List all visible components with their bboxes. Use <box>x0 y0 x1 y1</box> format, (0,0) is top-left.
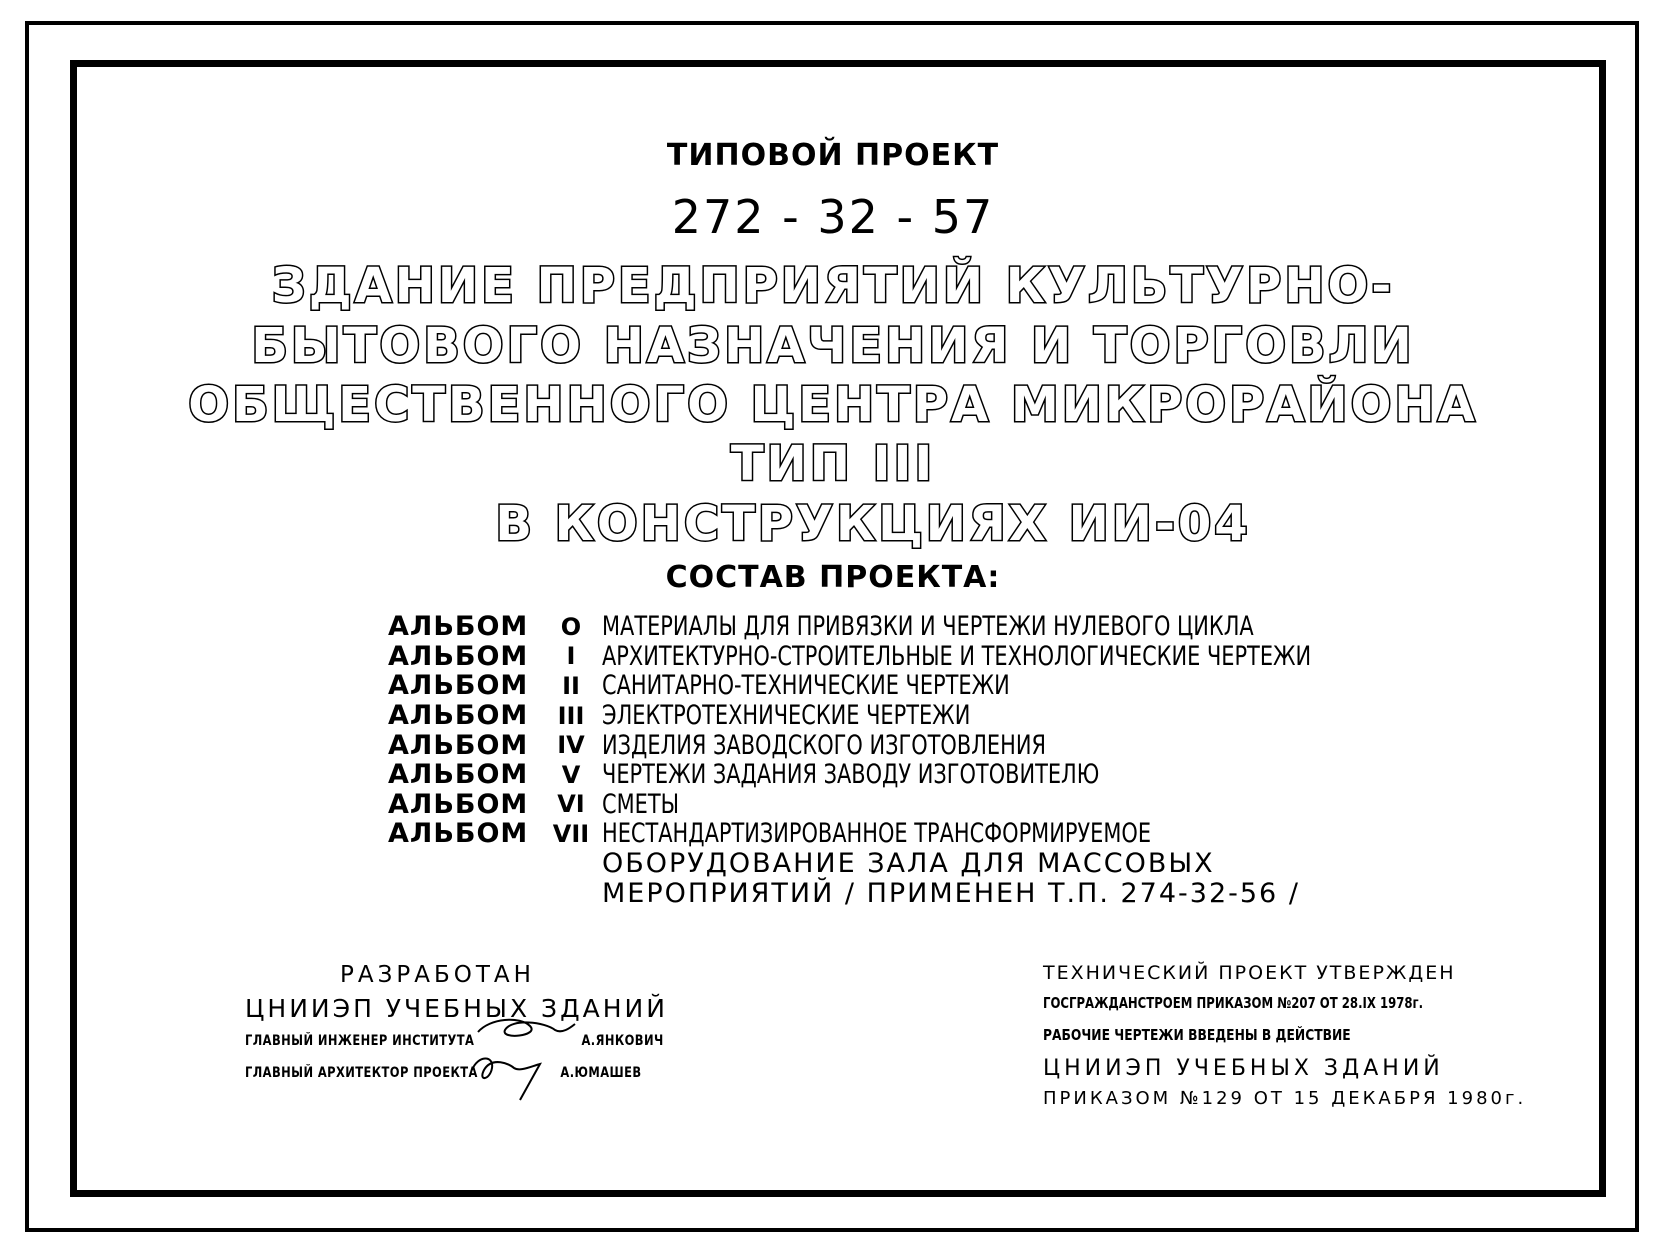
developer-org: ЦНИИЭП УЧЕБНЫХ ЗДАНИЙ <box>245 994 668 1023</box>
title-line-3: ОБЩЕСТВЕННОГО ЦЕНТРА МИКРОРАЙОНА <box>188 377 1478 433</box>
album-label: АЛЬБОМ <box>388 670 529 702</box>
album-description: ЭЛЕКТРОТЕХНИЧЕСКИЕ ЧЕРТЕЖИ <box>602 700 971 732</box>
approval-line-3: РАБОЧИЕ ЧЕРТЕЖИ ВВЕДЕНЫ В ДЕЙСТВИЕ <box>1043 1026 1351 1044</box>
album-label: АЛЬБОМ <box>388 788 529 820</box>
album-number: О <box>560 612 582 641</box>
title-line-2: БЫТОВОГО НАЗНАЧЕНИЯ И ТОРГОВЛИ <box>251 318 1415 374</box>
developer-title: РАЗРАБОТАН <box>340 962 535 988</box>
album-description: ЧЕРТЕЖИ ЗАДАНИЯ ЗАВОДУ ИЗГОТОВИТЕЛЮ <box>602 759 1100 791</box>
chief-architect-role: ГЛАВНЫЙ АРХИТЕКТОР ПРОЕКТА <box>245 1065 478 1081</box>
album-number: II <box>562 671 580 700</box>
album-label: АЛЬБОМ <box>388 759 529 791</box>
approval-line-2: ГОСГРАЖДАНСТРОЕМ ПРИКАЗОМ №207 ОТ 28.IX 1978г. <box>1043 994 1424 1012</box>
project-label: ТИПОВОЙ ПРОЕКТ <box>666 138 1000 173</box>
project-number: 272 - 32 - 57 <box>671 190 995 244</box>
album-label: АЛЬБОМ <box>388 729 529 761</box>
album-description: НЕСТАНДАРТИЗИРОВАННОЕ ТРАНСФОРМИРУЕМОЕ <box>602 818 1152 850</box>
album-description: АРХИТЕКТУРНО-СТРОИТЕЛЬНЫЕ И ТЕХНОЛОГИЧЕСКИЕ ЧЕРТЕЖИ <box>602 640 1312 672</box>
signature-1 <box>478 1020 575 1036</box>
chief-architect-name: А.ЮМАШЕВ <box>560 1065 642 1081</box>
album-7-continuation-1: ОБОРУДОВАНИЕ ЗАЛА ДЛЯ МАССОВЫХ <box>602 848 1215 880</box>
title-line-type: ТИП III <box>730 436 936 492</box>
album-description: МАТЕРИАЛЫ ДЛЯ ПРИВЯЗКИ И ЧЕРТЕЖИ НУЛЕВОГО ЦИКЛА <box>602 611 1254 643</box>
approval-line-1: ТЕХНИЧЕСКИЙ ПРОЕКТ УТВЕРЖДЕН <box>1043 962 1456 984</box>
album-number: III <box>557 701 585 730</box>
album-label: АЛЬБОМ <box>388 818 529 850</box>
chief-engineer-name: А.ЯНКОВИЧ <box>581 1033 664 1049</box>
album-number: VII <box>552 819 590 848</box>
signature-2 <box>472 1058 540 1100</box>
album-7-continuation-2: МЕРОПРИЯТИЙ / ПРИМЕНЕН Т.П. 274-32-56 / <box>602 877 1300 909</box>
album-number: IV <box>557 731 585 760</box>
album-number: V <box>561 760 581 789</box>
album-label: АЛЬБОМ <box>388 700 529 732</box>
title-line-constructions: В КОНСТРУКЦИЯХ ИИ-04 <box>495 496 1251 552</box>
album-label: АЛЬБОМ <box>388 611 529 643</box>
album-number: VI <box>557 790 585 819</box>
album-number: I <box>566 642 576 671</box>
approval-line-5: ПРИКАЗОМ №129 ОТ 15 ДЕКАБРЯ 1980г. <box>1043 1088 1527 1109</box>
album-description: ИЗДЕЛИЯ ЗАВОДСКОГО ИЗГОТОВЛЕНИЯ <box>602 729 1046 761</box>
album-description: СМЕТЫ <box>602 788 680 820</box>
title-line-1: ЗДАНИЕ ПРЕДПРИЯТИЙ КУЛЬТУРНО- <box>271 258 1395 314</box>
album-label: АЛЬБОМ <box>388 640 529 672</box>
album-description: САНИТАРНО-ТЕХНИЧЕСКИЕ ЧЕРТЕЖИ <box>602 670 1010 702</box>
composition-heading: СОСТАВ ПРОЕКТА: <box>665 560 1001 595</box>
chief-engineer-role: ГЛАВНЫЙ ИНЖЕНЕР ИНСТИТУТА <box>245 1033 475 1049</box>
approval-line-4: ЦНИИЭП УЧЕБНЫХ ЗДАНИЙ <box>1043 1056 1444 1081</box>
